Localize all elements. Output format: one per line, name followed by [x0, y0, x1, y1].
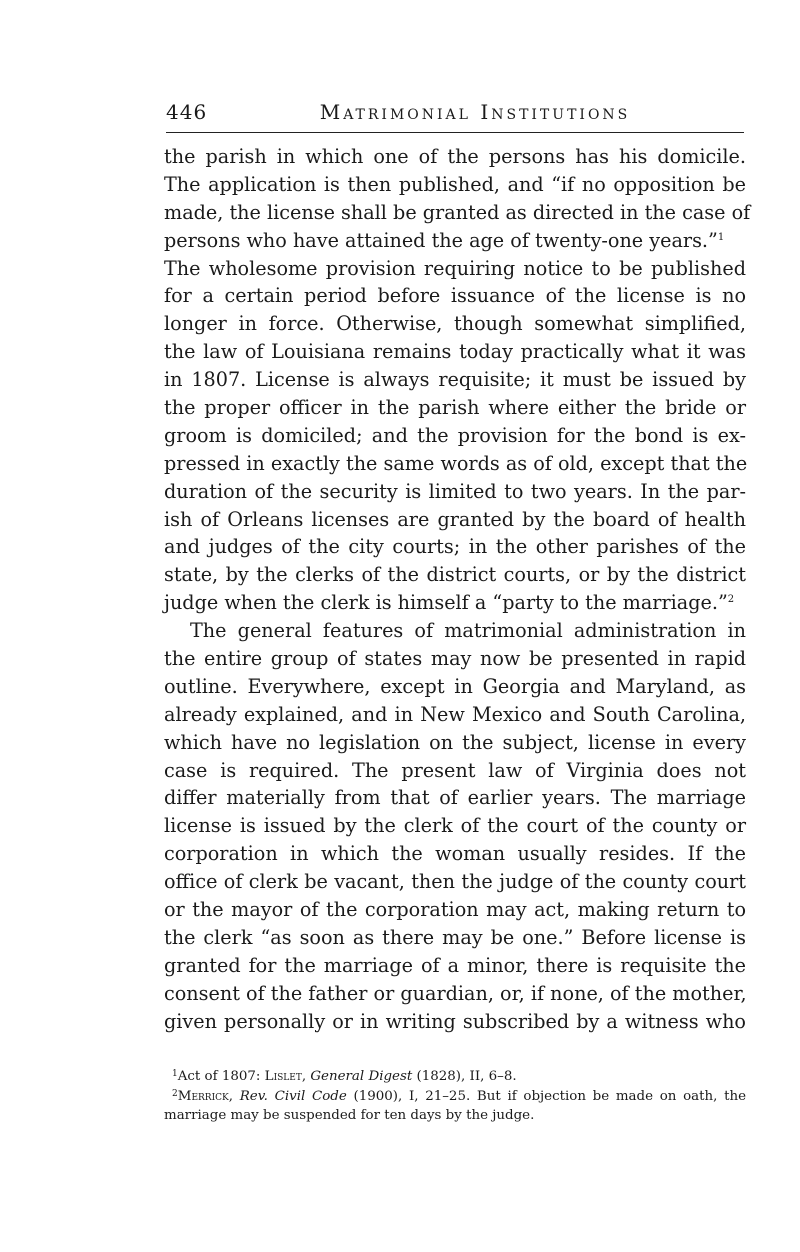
text-line: the clerk “as soon as there may be one.” Before license is [164, 925, 746, 949]
text-line: office of clerk be vacant, then the judge of the county court [164, 870, 746, 894]
footnote-2-separator: , [228, 1088, 240, 1104]
footnote-1-title: General Digest [310, 1069, 413, 1084]
running-header [166, 98, 744, 133]
text-line: outline. Everywhere, except in Georgia and Maryland, as [164, 674, 746, 698]
text-line: given personally or in writing subscribed by a witness who [164, 1009, 746, 1033]
text-line: the entire group of states may now be presented in rapid [164, 647, 746, 671]
text-line: the proper officer in the parish where either the bride or [164, 396, 746, 420]
text-line: or the mayor of the corporation may act, making return to [164, 898, 746, 922]
text-line: in 1807. License is always requisite; it must be issued by [164, 368, 746, 392]
text-line-content: judge when the clerk is himself a “party to the marriage.” [164, 591, 728, 615]
text-line [164, 227, 746, 255]
footnote-2-title: Rev. Civil Code [239, 1088, 347, 1104]
footnotes [164, 1067, 746, 1126]
text-line: The application is then published, and “if no opposition be [164, 172, 746, 196]
text-line: differ materially from that of earlier years. The marriage [164, 786, 746, 810]
text-line: consent of the father or guardian, or, if none, of the mother, [164, 981, 747, 1005]
text-line: state, by the clerks of the district courts, or by the district [164, 563, 746, 587]
footnote-2 [164, 1087, 746, 1107]
text-line [164, 589, 746, 617]
text-line: which have no legislation on the subject, license in every [164, 730, 746, 754]
text-line: The wholesome provision requiring notice to be published [164, 256, 746, 280]
text-line: the law of Louisiana remains today practically what it was [164, 340, 746, 364]
footnote-1-separator: , [301, 1069, 311, 1084]
footnote-mark-2: 2 [727, 594, 735, 606]
footnote-1-author: Lislet [264, 1069, 302, 1084]
text-line: for a certain period before issuance of the license is no [164, 284, 746, 308]
text-line: duration of the security is limited to two years. In the par- [164, 479, 746, 503]
footnote-2-author: Merrick [177, 1088, 229, 1104]
footnote-2-continued: marriage may be suspended for ten days by the judge. [164, 1108, 535, 1123]
text-line: longer in force. Otherwise, though somewhat simplified, [164, 312, 746, 336]
text-line: corporation in which the woman usually resides. If the [164, 842, 746, 866]
text-line: The general features of matrimonial administration in [190, 619, 746, 643]
body-text [164, 143, 751, 1036]
text-line: already explained, and in New Mexico and South Carolina, [164, 702, 746, 726]
footnote-1-mark: 1 [172, 1069, 178, 1079]
running-title: Matrimonial Institutions [319, 100, 631, 124]
text-line: groom is domiciled; and the provision for the bond is ex- [164, 423, 746, 447]
page-number: 446 [166, 100, 208, 124]
footnote-2-rest: (1900), I, 21–25. But if objection be made on oath, the [346, 1088, 747, 1104]
text-line-content: persons who have attained the age of twenty-one years.” [164, 228, 718, 252]
text-line: case is required. The present law of Virginia does not [164, 758, 746, 782]
text-line: and judges of the city courts; in the other parishes of the [164, 535, 746, 559]
text-line: ish of Orleans licenses are granted by the board of health [164, 507, 746, 531]
footnote-1-rest: (1828), II, 6–8. [412, 1069, 517, 1084]
footnote-1 [164, 1067, 746, 1087]
text-line: made, the license shall be granted as directed in the case of [164, 200, 751, 224]
text-line: the parish in which one of the persons has his domicile. [164, 145, 746, 168]
footnote-mark-1: 1 [717, 231, 725, 243]
text-line: license is issued by the clerk of the court of the county or [164, 814, 746, 838]
footnote-1-prefix: Act of 1807: [177, 1069, 265, 1084]
text-line: pressed in exactly the same words as of old, except that the [164, 451, 748, 475]
footnote-2-mark: 2 [172, 1088, 178, 1099]
text-line: granted for the marriage of a minor, there is requisite the [164, 953, 746, 977]
